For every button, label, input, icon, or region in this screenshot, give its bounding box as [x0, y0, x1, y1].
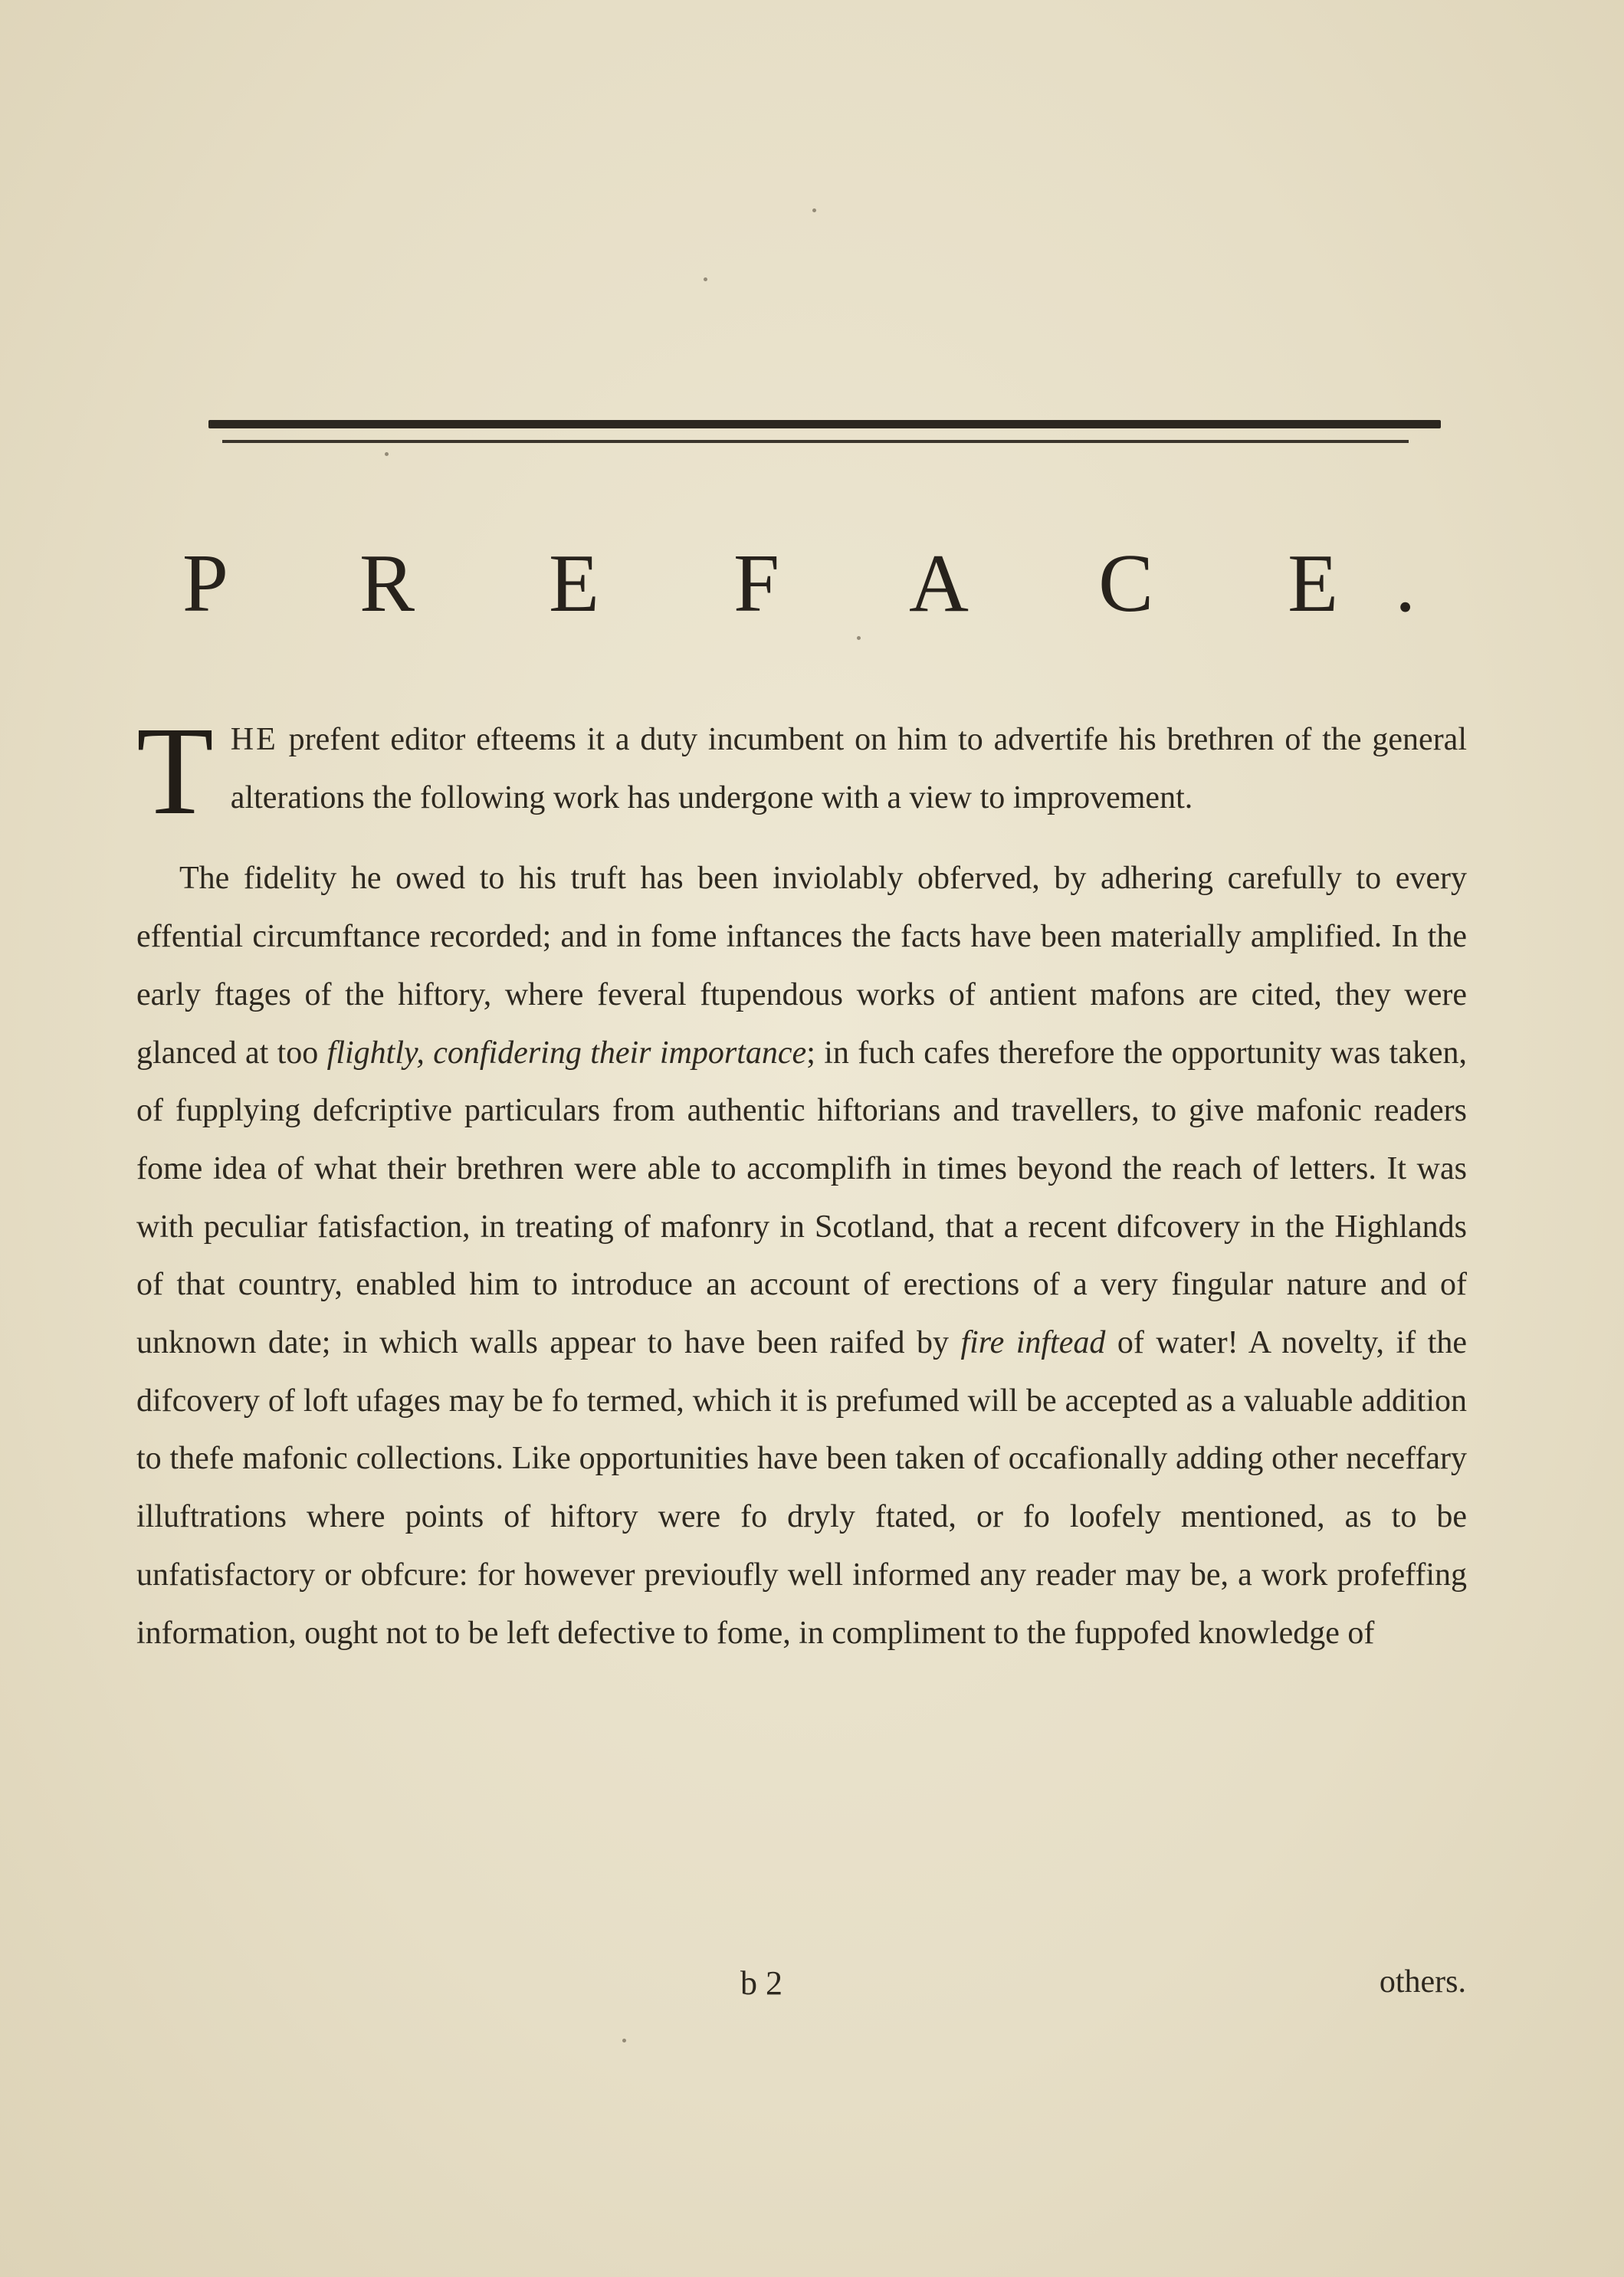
paragraph-2-text-a: The fidelity he owed to his truft has been inviolably obferved, by adhering carefully to every effential circumftance recorded; and in fome inftances the facts have been materially amplified. In the early ftages of the hiftory, where feveral ftupendous works of antient mafons are cited, they were glanced at too — [136, 861, 1467, 1071]
italic-word-fire: fire — [960, 1325, 1005, 1361]
italic-phrase: flightly, confidering their importance — [326, 1035, 807, 1071]
paragraph-2-text-c: of water! A novelty, if the difcovery of loft ufages may be fo termed, which it is prefumed will be accepted as a valuable addition to thefe mafonic collections. Like opportunities have been taken of occafionally adding other neceffary illuftrations where points of hiftory were fo dryly ftated, or fo loofely mentioned, as to be unfatisfactory or obfcure: for however previoufly well informed any reader may be, a work profeffing information, ought not to be left defective to fome, in compliment to the fuppofed knowledge of — [136, 1325, 1468, 1651]
opening-word: HE — [230, 722, 278, 757]
body-text — [136, 700, 1468, 1662]
paper-speck — [622, 2039, 626, 2042]
paragraph-2 — [136, 850, 1467, 1662]
ornamental-rule-thick — [208, 420, 1441, 428]
space — [1004, 1325, 1016, 1360]
ornamental-rule-thin — [222, 440, 1409, 443]
paragraph-1 — [136, 700, 1467, 841]
paragraph-2-text-b: ; in fuch cafes therefore the opportunity was taken, of fupplying defcriptive particulars from authentic hiftorians and travellers, to give mafonic readers fome idea of what their brethren were able to accomplifh in times beyond the reach of letters. It was with peculiar fatisfaction, in treating of mafonry in Scotland, that a recent difcovery in the Highlands of that country, enabled him to introduce an account of erections of a very fingular nature and of unknown date; in which walls appear to have been raifed by — [136, 1035, 1467, 1361]
signature-mark: b 2 — [740, 1964, 782, 2002]
paper-speck — [857, 636, 861, 640]
drop-cap: T — [136, 700, 214, 841]
page-title: P R E F A C E. — [182, 538, 1473, 629]
italic-word-instead: inftead — [1015, 1325, 1106, 1361]
paper-speck — [385, 452, 389, 456]
paragraph-1-text: prefent editor efteems it a duty incumbent on him to advertife his brethren of the general alterations the following work has undergone with a view to improvement. — [230, 722, 1467, 815]
catchword: others. — [1379, 1964, 1466, 2000]
paper-speck — [704, 277, 707, 281]
paper-speck — [812, 208, 816, 212]
